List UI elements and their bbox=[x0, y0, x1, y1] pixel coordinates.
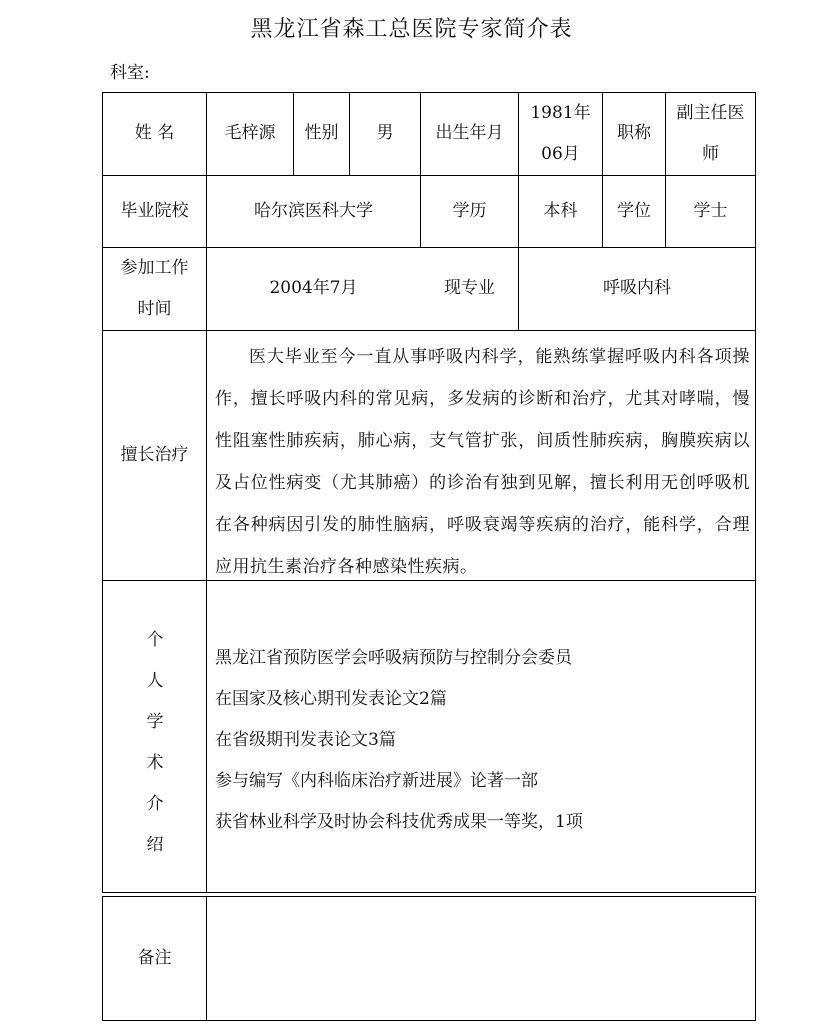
title-value-line1: 副主任医 bbox=[676, 103, 745, 123]
academic-label-char: 人 bbox=[146, 671, 164, 691]
name-label: 姓 名 bbox=[134, 123, 175, 144]
degree-value: 学士 bbox=[693, 200, 728, 221]
academic-label bbox=[103, 620, 207, 866]
academic-list bbox=[215, 638, 750, 843]
title-label: 职称 bbox=[617, 123, 651, 144]
academic-label-char: 绍 bbox=[146, 835, 164, 855]
department-label: 科室: bbox=[110, 63, 150, 83]
birth-value-month: 06月 bbox=[541, 144, 580, 164]
school-label: 毕业院校 bbox=[120, 200, 189, 221]
work-start-label-line1: 参加工作 bbox=[120, 258, 189, 278]
remarks-label: 备注 bbox=[137, 947, 172, 968]
expertise-text: 医大毕业至今一直从事呼吸内科学，能熟练掌握呼吸内科各项操作，擅长呼吸内科的常见病，多发病的诊断和治疗，尤其对哮喘，慢性阻塞性肺疾病，肺心病，支气管扩张，间质性肺疾病，胸膜疾病以及占位性病变（尤其肺癌）的诊治有独到见解，擅长利用无创呼吸机在各种病因引发的肺性脑病，呼吸衰竭等疾病的治疗，能科学，合理应用抗生素治疗各种感染性疾病。 bbox=[215, 347, 750, 577]
academic-item: 获省林业科学及时协会科技优秀成果一等奖，1项 bbox=[215, 812, 583, 832]
academic-item: 参与编写《内科临床治疗新进展》论著一部 bbox=[215, 771, 538, 791]
birth-label: 出生年月 bbox=[435, 123, 504, 144]
school-value: 哈尔滨医科大学 bbox=[254, 200, 373, 221]
specialty-value: 呼吸内科 bbox=[603, 278, 671, 299]
gender-value: 男 bbox=[376, 123, 394, 144]
expertise-label: 擅长治疗 bbox=[120, 444, 189, 465]
academic-item: 在国家及核心期刊发表论文2篇 bbox=[215, 689, 447, 709]
academic-item: 在省级期刊发表论文3篇 bbox=[215, 730, 396, 750]
academic-item: 黑龙江省预防医学会呼吸病预防与控制分会委员 bbox=[215, 648, 572, 668]
document-title: 黑龙江省森工总医院专家简介表 bbox=[250, 17, 573, 42]
birth-value bbox=[519, 93, 602, 175]
academic-label-char: 学 bbox=[146, 712, 164, 732]
name-value: 毛梓源 bbox=[224, 123, 276, 144]
title-value bbox=[666, 93, 755, 175]
academic-label-char: 个 bbox=[146, 630, 164, 650]
work-start-value: 2004年7月 bbox=[269, 278, 358, 299]
education-label: 学历 bbox=[452, 200, 487, 221]
work-start-label-line2: 时间 bbox=[137, 299, 172, 319]
degree-label: 学位 bbox=[617, 200, 651, 221]
remarks-value bbox=[207, 897, 755, 1020]
academic-label-char: 介 bbox=[146, 794, 164, 814]
birth-value-year: 1981年 bbox=[530, 103, 591, 123]
academic-label-char: 术 bbox=[146, 753, 164, 773]
gender-label: 性别 bbox=[304, 123, 339, 144]
title-value-line2: 师 bbox=[702, 144, 719, 164]
specialty-label: 现专业 bbox=[444, 278, 495, 299]
education-value: 本科 bbox=[543, 200, 578, 221]
work-start-label bbox=[103, 248, 206, 330]
